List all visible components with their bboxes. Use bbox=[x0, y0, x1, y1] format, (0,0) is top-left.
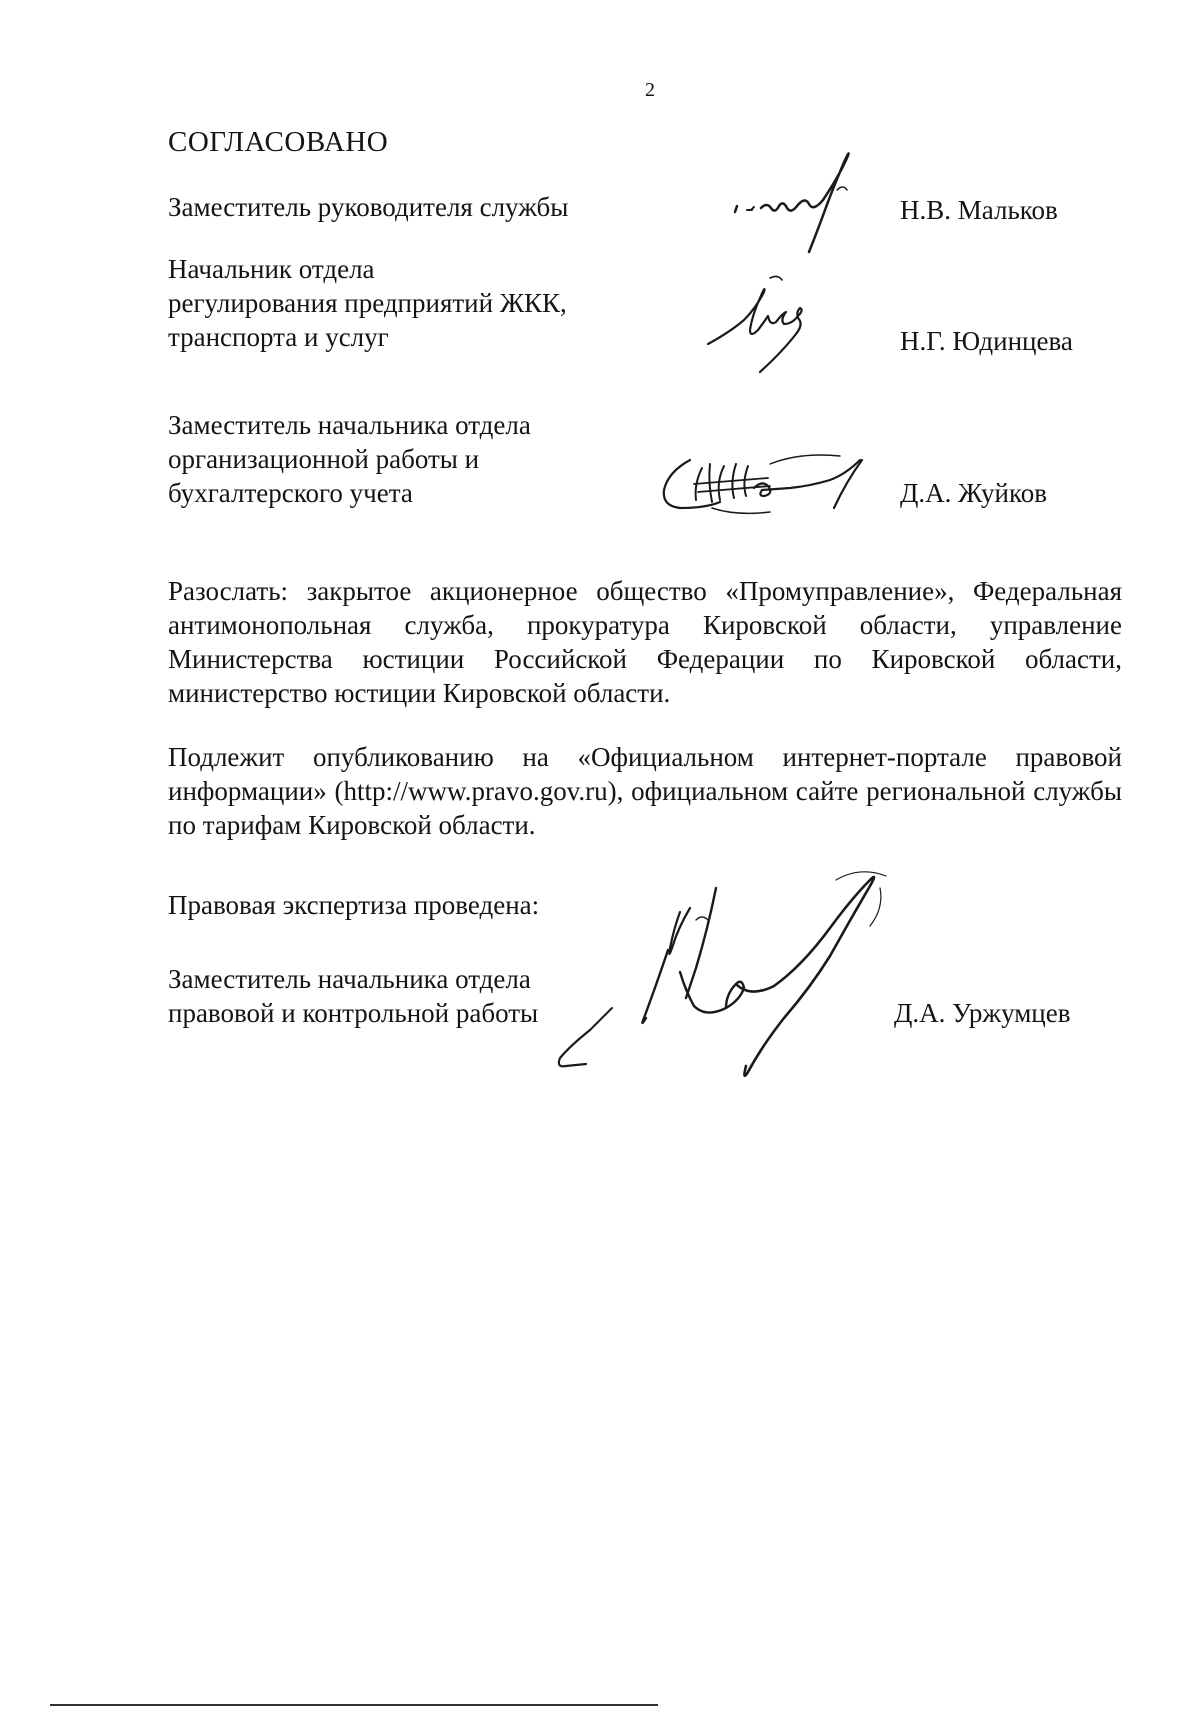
page-number: 2 bbox=[645, 79, 655, 101]
position-line: бухгалтерского учета bbox=[168, 478, 413, 508]
legal-review-label: Правовая экспертиза проведена: bbox=[168, 890, 540, 920]
approver-1-name: Н.В. Мальков bbox=[900, 195, 1058, 225]
position-line: Заместитель начальника отдела bbox=[168, 964, 531, 994]
approver-3-name: Д.А. Жуйков bbox=[900, 478, 1047, 508]
publication-paragraph bbox=[168, 740, 1122, 842]
position-line: регулирования предприятий ЖКК, bbox=[168, 288, 567, 318]
approver-3-position bbox=[168, 408, 531, 510]
position-line: Заместитель руководителя службы bbox=[168, 192, 569, 222]
approver-2-name: Н.Г. Юдинцева bbox=[900, 326, 1073, 356]
distribution-text: Разослать: закрытое акционерное общество «Промуправление», Федеральная антимонопольная служба, прокуратура Кировской области, управление Министерства юстиции Российской Федерации по Кировской области, министерство юстиции Кировской области. bbox=[168, 576, 1122, 708]
position-line: транспорта и услуг bbox=[168, 322, 389, 352]
approver-2-position bbox=[168, 252, 567, 354]
distribution-paragraph bbox=[168, 574, 1122, 710]
bottom-rule bbox=[50, 1704, 658, 1706]
approver-1-position bbox=[168, 190, 568, 224]
signature-2 bbox=[700, 272, 840, 382]
signature-3 bbox=[650, 442, 890, 532]
position-line: Начальник отдела bbox=[168, 254, 375, 284]
signature-1 bbox=[705, 150, 885, 260]
legal-reviewer-position bbox=[168, 962, 538, 1030]
position-line: Заместитель начальника отдела bbox=[168, 410, 531, 440]
approval-heading: СОГЛАСОВАНО bbox=[168, 126, 389, 158]
publication-text: Подлежит опубликованию на «Официальном интернет-портале правовой информации» (http://www.pravo.gov.ru), официальном сайте региональной службы по тарифам Кировской области. bbox=[168, 742, 1122, 840]
signature-4 bbox=[540, 868, 920, 1088]
position-line: правовой и контрольной работы bbox=[168, 998, 539, 1028]
position-line: организационной работы и bbox=[168, 444, 480, 474]
legal-reviewer-name: Д.А. Уржумцев bbox=[894, 998, 1071, 1028]
